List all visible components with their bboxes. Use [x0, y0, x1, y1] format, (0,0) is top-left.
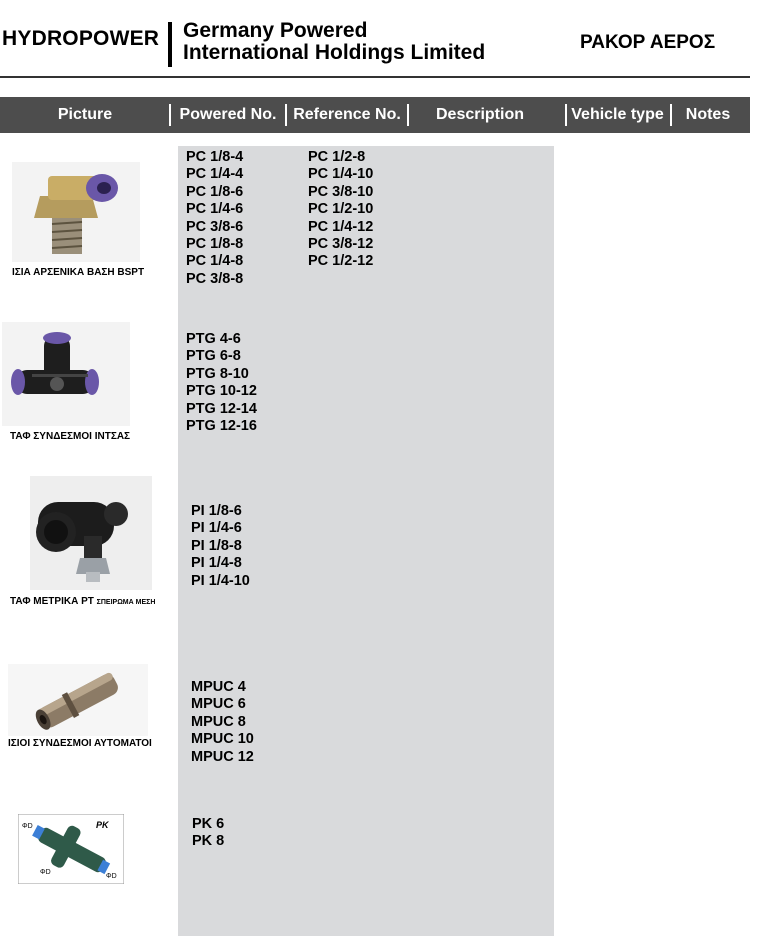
- reference-no-item: PC 1/4-12: [308, 218, 374, 235]
- product-caption: ΙΣΙΑ ΑΡΣΕΝΙΚΑ ΒΑΣΗ BSPT: [12, 267, 145, 278]
- company-line-2: International Holdings Limited: [183, 41, 486, 64]
- col-reference-no: Reference No.: [293, 106, 401, 123]
- powered-no-item: MPUC 4: [191, 679, 246, 695]
- powered-no-item: PC 1/4-6: [186, 201, 244, 218]
- col-powered-no: Powered No.: [179, 106, 277, 123]
- page-title: ΡΑΚΟΡ ΑΕΡΟΣ: [580, 32, 716, 53]
- powered-no-item: PC 1/8-8: [186, 236, 244, 253]
- powered-no-item: PC 3/8-8: [186, 270, 244, 287]
- powered-no-item: PI 1/8-6: [191, 503, 242, 519]
- col-description: Description: [435, 106, 524, 123]
- col-picture: Picture: [57, 106, 113, 123]
- product-caption: ΙΣΙΟΙ ΣΥΝΔΕΣΜΟΙ ΑΥΤΟΜΑΤΟΙ: [8, 738, 152, 749]
- column-header-bar: [0, 97, 750, 133]
- header-rule: [0, 76, 750, 78]
- powered-no-item: MPUC 6: [191, 696, 246, 713]
- reference-no-item: PC 3/8-12: [308, 236, 374, 253]
- reference-no-item: PC 1/2-8: [308, 149, 366, 165]
- header-divider: [168, 22, 172, 67]
- product-caption: [10, 596, 155, 607]
- powered-no-item: PTG 6-8: [186, 348, 241, 365]
- pk-code-label: PK: [96, 820, 109, 830]
- powered-no-item: MPUC 12: [191, 748, 254, 765]
- product-caption-main: ΤΑΦ ΜΕΤΡΙΚΑ PT: [10, 596, 94, 607]
- powered-no-item: MPUC 10: [191, 731, 254, 748]
- powered-no-item: PTG 10-12: [186, 383, 257, 400]
- powered-no-list: [192, 816, 224, 851]
- powered-no-item: PTG 8-10: [186, 365, 249, 382]
- company-name: [183, 20, 485, 64]
- powered-no-list: [186, 149, 243, 288]
- powered-no-item: MPUC 8: [191, 713, 246, 730]
- powered-no-item: PI 1/4-10: [191, 572, 250, 589]
- powered-no-item: PC 1/4-4: [186, 166, 244, 183]
- powered-no-item: PTG 12-14: [186, 400, 257, 417]
- powered-no-item: PI 1/8-8: [191, 537, 242, 554]
- reference-no-item: PC 1/2-12: [308, 253, 374, 270]
- column-divider: [407, 104, 409, 126]
- reference-no-item: PC 1/4-10: [308, 166, 374, 183]
- col-vehicle-type: Vehicle type: [571, 106, 664, 123]
- product-image-tee-connector: [2, 322, 130, 431]
- powered-no-item: PI 1/4-6: [191, 520, 242, 537]
- powered-no-item: PTG 12-16: [186, 418, 257, 435]
- product-caption: ΤΑΦ ΣΥΝΔΕΣΜΟΙ ΙΝΤΣΑΣ: [10, 431, 131, 442]
- pk-dim-label: ΦD: [106, 873, 117, 880]
- pk-dim-label: ΦD: [40, 869, 51, 876]
- company-line-1: Germany Powered: [183, 19, 368, 42]
- powered-no-list: [191, 503, 250, 590]
- col-notes: Notes: [685, 106, 731, 123]
- product-image-pk-connector: [18, 814, 124, 889]
- powered-no-item: PC 3/8-6: [186, 218, 244, 235]
- powered-no-list: [191, 679, 254, 766]
- reference-no-list: [308, 149, 373, 271]
- product-image-straight-male: [12, 162, 140, 267]
- powered-no-item: PC 1/8-6: [186, 183, 244, 200]
- powered-no-item: PTG 4-6: [186, 331, 241, 347]
- powered-no-item: PC 1/8-4: [186, 149, 244, 165]
- product-image-metric-tee: [30, 476, 152, 595]
- powered-no-item: PI 1/4-8: [191, 555, 242, 572]
- pk-dim-label: ΦD: [22, 823, 33, 830]
- reference-no-item: PC 1/2-10: [308, 201, 374, 218]
- brand-name: HYDROPOWER: [2, 27, 160, 50]
- powered-no-item: PK 8: [192, 833, 225, 850]
- powered-no-item: PC 1/4-8: [186, 253, 244, 270]
- powered-no-item: PK 6: [192, 816, 225, 832]
- column-divider: [169, 104, 171, 126]
- reference-no-item: PC 3/8-10: [308, 183, 374, 200]
- product-caption-small: ΣΠΕΙΡΩΜΑ ΜΕΣΗ: [96, 599, 156, 606]
- product-image-straight-connector: [8, 664, 148, 741]
- powered-no-list: [186, 331, 257, 435]
